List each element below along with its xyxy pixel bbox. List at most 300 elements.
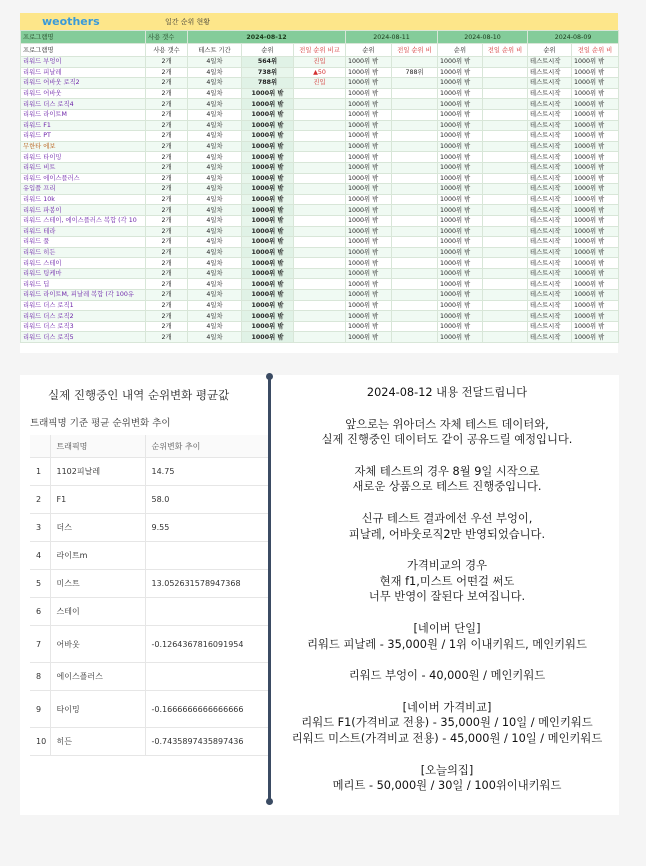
table-cell: 1000위 밖: [572, 152, 619, 163]
table-cell: [483, 237, 528, 248]
table-cell: [294, 290, 346, 301]
column-header: 프로그램명: [21, 44, 146, 57]
line-gap: [282, 448, 612, 464]
table-cell: 2개: [146, 226, 188, 237]
notice-line: 신규 테스트 결과에선 우선 부엉이,: [361, 511, 533, 525]
table-cell: [294, 247, 346, 258]
table-cell: 1000위 밖: [242, 194, 294, 205]
table-cell: 1000위 밖: [572, 268, 619, 279]
table-cell: 테스트시작: [528, 237, 572, 248]
table-cell: 1000위 밖: [346, 237, 392, 248]
avg-column-header: 트래픽명: [50, 435, 145, 458]
table-cell: 2개: [146, 205, 188, 216]
table-cell: [483, 57, 528, 68]
table-cell: 1000위 밖: [242, 300, 294, 311]
table-cell: 4일차: [188, 120, 242, 131]
table-cell: [294, 237, 346, 248]
table-cell: 1000위 밖: [242, 152, 294, 163]
traffic-name: 에이스플러스: [50, 663, 145, 691]
table-cell: [483, 120, 528, 131]
table-cell: 2개: [146, 131, 188, 142]
table-cell: 진입: [294, 57, 346, 68]
table-cell: 1000위 밖: [438, 162, 483, 173]
table-cell: 4일차: [188, 237, 242, 248]
ranking-table: [20, 30, 619, 343]
column-header: 사용 갯수: [146, 44, 188, 57]
table-cell: 2개: [146, 321, 188, 332]
table-cell: [294, 300, 346, 311]
table-cell: 테스트시작: [528, 67, 572, 78]
avg-row: [30, 570, 270, 598]
table-cell: [294, 131, 346, 142]
table-cell: [392, 131, 438, 142]
header-cell: 2024-08-11: [346, 31, 438, 44]
avg-row: [30, 514, 270, 542]
brand-logo: weothers: [42, 15, 100, 28]
table-cell: 1000위 밖: [438, 131, 483, 142]
table-cell: [392, 173, 438, 184]
table-cell: 1000위 밖: [242, 215, 294, 226]
table-cell: 2개: [146, 120, 188, 131]
table-cell: [483, 332, 528, 343]
table-cell: 1000위 밖: [572, 300, 619, 311]
table-cell: 788위: [242, 78, 294, 89]
program-name-cell: 리워드 비트: [21, 162, 146, 173]
avg-index: 4: [30, 542, 50, 570]
column-header: 순위: [438, 44, 483, 57]
table-cell: 4일차: [188, 226, 242, 237]
table-cell: 738위: [242, 67, 294, 78]
table-row: [21, 268, 619, 279]
table-cell: 2개: [146, 67, 188, 78]
table-cell: 테스트시작: [528, 109, 572, 120]
table-cell: 4일차: [188, 205, 242, 216]
table-row: [21, 162, 619, 173]
table-cell: [392, 162, 438, 173]
table-cell: 4일차: [188, 109, 242, 120]
table-cell: [294, 332, 346, 343]
program-name-cell: 리워드 히든: [21, 247, 146, 258]
traffic-name: 더스: [50, 514, 145, 542]
program-name-cell: 리워드 에이스플러스: [21, 173, 146, 184]
table-cell: 테스트시작: [528, 184, 572, 195]
table-cell: 4일차: [188, 88, 242, 99]
table-cell: 1000위 밖: [572, 226, 619, 237]
program-name-cell: 리워드 파봉이: [21, 205, 146, 216]
notice-line: 리워드 부엉이 - 40,000원 / 메인키워드: [348, 669, 546, 683]
table-cell: 2개: [146, 99, 188, 110]
table-cell: 1000위 밖: [438, 290, 483, 301]
notice-line: 가격비교의 경우: [407, 559, 487, 573]
table-row: [21, 173, 619, 184]
table-cell: 테스트시작: [528, 300, 572, 311]
table-cell: [483, 279, 528, 290]
rank-change-value: [145, 663, 270, 691]
table-cell: 4일차: [188, 162, 242, 173]
table-cell: [294, 205, 346, 216]
line-gap: [282, 684, 612, 700]
program-name-cell: 리워드 딥: [21, 279, 146, 290]
line-gap: [282, 495, 612, 511]
table-cell: 1000위 밖: [346, 109, 392, 120]
line-gap: [282, 542, 612, 558]
table-cell: 1000위 밖: [242, 258, 294, 269]
table-cell: [392, 88, 438, 99]
table-cell: [294, 184, 346, 195]
table-cell: 1000위 밖: [438, 237, 483, 248]
table-cell: 테스트시작: [528, 332, 572, 343]
table-cell: 4일차: [188, 279, 242, 290]
program-name-cell: 리워드 더스 로직4: [21, 99, 146, 110]
table-cell: [483, 321, 528, 332]
divider-top-dot: [266, 373, 273, 380]
table-cell: 1000위 밖: [346, 332, 392, 343]
table-cell: 1000위 밖: [242, 88, 294, 99]
table-cell: 1000위 밖: [438, 57, 483, 68]
table-cell: 4일차: [188, 173, 242, 184]
table-cell: 4일차: [188, 99, 242, 110]
table-cell: [392, 120, 438, 131]
table-cell: [392, 57, 438, 68]
table-cell: 2개: [146, 247, 188, 258]
table-cell: 564위: [242, 57, 294, 68]
table-cell: [483, 173, 528, 184]
table-cell: 1000위 밖: [572, 279, 619, 290]
table-cell: 1000위 밖: [572, 57, 619, 68]
notice-line: 피날레, 어바웃로직2만 반영되었습니다.: [348, 527, 546, 541]
table-cell: 2개: [146, 152, 188, 163]
avg-index: 7: [30, 626, 50, 663]
table-cell: 1000위 밖: [242, 99, 294, 110]
table-cell: 1000위 밖: [572, 194, 619, 205]
table-cell: 1000위 밖: [346, 78, 392, 89]
column-header: 전일 순위 비: [392, 44, 438, 57]
table-cell: 2개: [146, 194, 188, 205]
table-cell: [294, 173, 346, 184]
rank-change-value: 14.75: [145, 458, 270, 486]
table-cell: 1000위 밖: [572, 99, 619, 110]
line-gap: [282, 747, 612, 763]
table-cell: [483, 290, 528, 301]
header-row-dates: [21, 31, 619, 44]
table-cell: 1000위 밖: [438, 215, 483, 226]
table-cell: 1000위 밖: [242, 184, 294, 195]
table-cell: 1000위 밖: [438, 88, 483, 99]
table-cell: 1000위 밖: [572, 321, 619, 332]
avg-row: [30, 626, 270, 663]
table-cell: 1000위 밖: [572, 184, 619, 195]
column-header: 전일 순위 비교: [294, 44, 346, 57]
table-cell: 4일차: [188, 131, 242, 142]
rank-change-value: 13.052631578947368: [145, 570, 270, 598]
table-cell: 1000위 밖: [346, 311, 392, 322]
table-cell: 1000위 밖: [346, 247, 392, 258]
avg-table: [30, 435, 271, 756]
program-name-cell: 리워드 PT: [21, 131, 146, 142]
table-cell: 1000위 밖: [438, 279, 483, 290]
notice-line: 리워드 미스트(가격비교 전용) - 45,000원 / 10일 / 메인키워드: [291, 731, 603, 745]
notice-line: 앞으로는 위아더스 자체 테스트 데이터와,: [345, 417, 549, 431]
table-cell: [392, 321, 438, 332]
table-row: [21, 321, 619, 332]
table-row: [21, 311, 619, 322]
rank-change-value: [145, 542, 270, 570]
table-cell: [392, 300, 438, 311]
avg-index: 1: [30, 458, 50, 486]
program-name-cell: 리워드 어바웃 로직2: [21, 78, 146, 89]
vertical-divider: [268, 375, 271, 803]
table-cell: [294, 268, 346, 279]
table-cell: 1000위 밖: [438, 205, 483, 216]
table-cell: 1000위 밖: [572, 109, 619, 120]
notice-line: 리워드 피날레 - 35,000원 / 1위 이내키워드, 메인키워드: [307, 637, 587, 651]
rank-change-value: -0.1264367816091954: [145, 626, 270, 663]
table-row: [21, 194, 619, 205]
rank-change-value: 58.0: [145, 486, 270, 514]
table-cell: 2개: [146, 184, 188, 195]
table-row: [21, 78, 619, 89]
table-cell: [483, 300, 528, 311]
header-cell: 2024-08-09: [528, 31, 619, 44]
table-cell: 1000위 밖: [346, 279, 392, 290]
avg-index: 6: [30, 598, 50, 626]
avg-table-subtitle: 트래픽명 기준 평균 순위변화 추이: [30, 418, 171, 429]
avg-row: [30, 458, 270, 486]
program-name-cell: 리워드 10k: [21, 194, 146, 205]
table-cell: 1000위 밖: [438, 311, 483, 322]
table-cell: [392, 184, 438, 195]
avg-index: 5: [30, 570, 50, 598]
notice-line: [오늘의집]: [420, 763, 474, 777]
table-cell: 2개: [146, 279, 188, 290]
table-cell: 1000위 밖: [242, 279, 294, 290]
table-cell: 1000위 밖: [346, 300, 392, 311]
program-name-cell: 리워드 부엉이: [21, 57, 146, 68]
table-row: [21, 99, 619, 110]
table-cell: 1000위 밖: [242, 109, 294, 120]
table-cell: [392, 141, 438, 152]
table-cell: 테스트시작: [528, 258, 572, 269]
table-cell: [483, 78, 528, 89]
avg-row: [30, 663, 270, 691]
table-cell: 2개: [146, 237, 188, 248]
table-cell: 2개: [146, 311, 188, 322]
table-cell: 진입: [294, 78, 346, 89]
notice-text: [282, 385, 612, 794]
table-cell: 테스트시작: [528, 290, 572, 301]
table-row: [21, 332, 619, 343]
rank-change-value: -0.7435897435897436: [145, 728, 270, 756]
table-cell: [294, 311, 346, 322]
report-panel: [20, 375, 619, 815]
table-cell: 1000위 밖: [346, 57, 392, 68]
table-cell: 1000위 밖: [242, 162, 294, 173]
table-cell: 4일차: [188, 321, 242, 332]
table-cell: [294, 215, 346, 226]
table-row: [21, 300, 619, 311]
table-cell: [392, 237, 438, 248]
table-cell: 2개: [146, 162, 188, 173]
table-cell: [392, 194, 438, 205]
table-row: [21, 67, 619, 78]
table-cell: 1000위 밖: [242, 290, 294, 301]
table-cell: 테스트시작: [528, 120, 572, 131]
table-cell: 테스트시작: [528, 162, 572, 173]
table-row: [21, 237, 619, 248]
table-cell: 1000위 밖: [438, 184, 483, 195]
program-name-cell: 리워드 더스 로직3: [21, 321, 146, 332]
table-cell: 1000위 밖: [438, 332, 483, 343]
avg-index: 9: [30, 691, 50, 728]
table-cell: 1000위 밖: [572, 215, 619, 226]
avg-row: [30, 542, 270, 570]
table-cell: [483, 99, 528, 110]
table-cell: [483, 268, 528, 279]
avg-index: 8: [30, 663, 50, 691]
table-cell: 1000위 밖: [572, 141, 619, 152]
table-cell: 1000위 밖: [242, 226, 294, 237]
table-cell: 테스트시작: [528, 57, 572, 68]
table-cell: [392, 247, 438, 258]
column-header: 순위: [346, 44, 392, 57]
table-row: [21, 226, 619, 237]
table-cell: 1000위 밖: [346, 321, 392, 332]
table-cell: 테스트시작: [528, 131, 572, 142]
table-cell: 테스트시작: [528, 152, 572, 163]
table-cell: [483, 184, 528, 195]
table-cell: 2개: [146, 173, 188, 184]
table-cell: 1000위 밖: [572, 258, 619, 269]
line-gap: [282, 605, 612, 621]
table-cell: 2개: [146, 88, 188, 99]
table-cell: 4일차: [188, 194, 242, 205]
table-row: [21, 215, 619, 226]
notice-line: 리워드 F1(가격비교 전용) - 35,000원 / 10일 / 메인키워드: [301, 716, 593, 730]
program-name-cell: 리워드 어바웃: [21, 88, 146, 99]
table-cell: [294, 88, 346, 99]
table-cell: [294, 141, 346, 152]
table-row: [21, 152, 619, 163]
table-cell: 1000위 밖: [242, 141, 294, 152]
table-cell: 테스트시작: [528, 268, 572, 279]
table-cell: 1000위 밖: [346, 162, 392, 173]
table-cell: 1000위 밖: [346, 99, 392, 110]
avg-section-title: 실제 진행중인 내역 순위변화 평균값: [48, 388, 230, 402]
table-cell: 4일차: [188, 311, 242, 322]
table-cell: 4일차: [188, 247, 242, 258]
table-cell: 4일차: [188, 78, 242, 89]
table-cell: [483, 141, 528, 152]
table-cell: 4일차: [188, 57, 242, 68]
table-cell: 1000위 밖: [572, 173, 619, 184]
table-cell: 1000위 밖: [346, 194, 392, 205]
program-name-cell: 무한타 에보: [21, 141, 146, 152]
avg-header-row: [30, 435, 270, 458]
table-row: [21, 57, 619, 68]
traffic-name: 라이트m: [50, 542, 145, 570]
table-cell: 테스트시작: [528, 311, 572, 322]
table-cell: [294, 152, 346, 163]
table-cell: 1000위 밖: [438, 67, 483, 78]
table-cell: 테스트시작: [528, 321, 572, 332]
table-row: [21, 247, 619, 258]
table-cell: 788위: [392, 67, 438, 78]
traffic-name: 어바웃: [50, 626, 145, 663]
avg-index: 3: [30, 514, 50, 542]
table-cell: 테스트시작: [528, 226, 572, 237]
table-cell: 2개: [146, 215, 188, 226]
header-row-columns: [21, 44, 619, 57]
table-cell: 1000위 밖: [346, 67, 392, 78]
avg-column-header: 순위변화 추이: [145, 435, 270, 458]
table-cell: 1000위 밖: [438, 268, 483, 279]
table-cell: [483, 131, 528, 142]
table-cell: [392, 268, 438, 279]
column-header: 테스트 기간: [188, 44, 242, 57]
table-cell: 1000위 밖: [346, 290, 392, 301]
table-cell: 테스트시작: [528, 194, 572, 205]
table-cell: 1000위 밖: [572, 131, 619, 142]
traffic-name: 미스트: [50, 570, 145, 598]
table-cell: 1000위 밖: [438, 78, 483, 89]
table-cell: 1000위 밖: [438, 194, 483, 205]
table-cell: 1000위 밖: [438, 141, 483, 152]
table-row: [21, 141, 619, 152]
table-cell: 4일차: [188, 184, 242, 195]
table-cell: 1000위 밖: [438, 226, 483, 237]
table-cell: 1000위 밖: [572, 67, 619, 78]
table-cell: 1000위 밖: [572, 162, 619, 173]
notice-line: 실제 진행중인 데이터도 같이 공유드릴 예정입니다.: [321, 433, 573, 447]
table-cell: 4일차: [188, 300, 242, 311]
table-cell: ▲50: [294, 67, 346, 78]
program-name-cell: 리워드 팅케마: [21, 268, 146, 279]
notice-line: [네이버 단일]: [413, 621, 481, 635]
table-cell: [294, 109, 346, 120]
table-cell: [483, 226, 528, 237]
table-cell: [294, 120, 346, 131]
column-header: 전일 순위 비: [483, 44, 528, 57]
table-cell: [392, 290, 438, 301]
table-cell: 1000위 밖: [438, 247, 483, 258]
table-cell: 1000위 밖: [346, 226, 392, 237]
table-cell: [483, 152, 528, 163]
avg-column-header: [30, 435, 50, 458]
divider-bottom-dot: [266, 798, 273, 805]
traffic-name: 1102피날레: [50, 458, 145, 486]
sheet-caption: 일간 순위 현황: [165, 18, 211, 26]
table-cell: [392, 78, 438, 89]
table-cell: [294, 279, 346, 290]
notice-line: 메리트 - 50,000원 / 30일 / 100위이내키워드: [332, 779, 562, 793]
table-cell: 1000위 밖: [438, 258, 483, 269]
table-cell: [483, 194, 528, 205]
table-cell: 4일차: [188, 141, 242, 152]
table-cell: 4일차: [188, 258, 242, 269]
table-cell: 1000위 밖: [346, 88, 392, 99]
table-cell: 1000위 밖: [438, 173, 483, 184]
table-cell: 1000위 밖: [242, 247, 294, 258]
table-row: [21, 120, 619, 131]
table-cell: 1000위 밖: [438, 152, 483, 163]
table-cell: 1000위 밖: [438, 120, 483, 131]
header-cell: 프로그램명: [21, 31, 146, 44]
table-cell: 1000위 밖: [242, 120, 294, 131]
table-cell: [483, 109, 528, 120]
notice-line: 자체 테스트의 경우 8월 9일 시작으로: [354, 464, 540, 478]
table-cell: [392, 99, 438, 110]
table-cell: 1000위 밖: [572, 311, 619, 322]
